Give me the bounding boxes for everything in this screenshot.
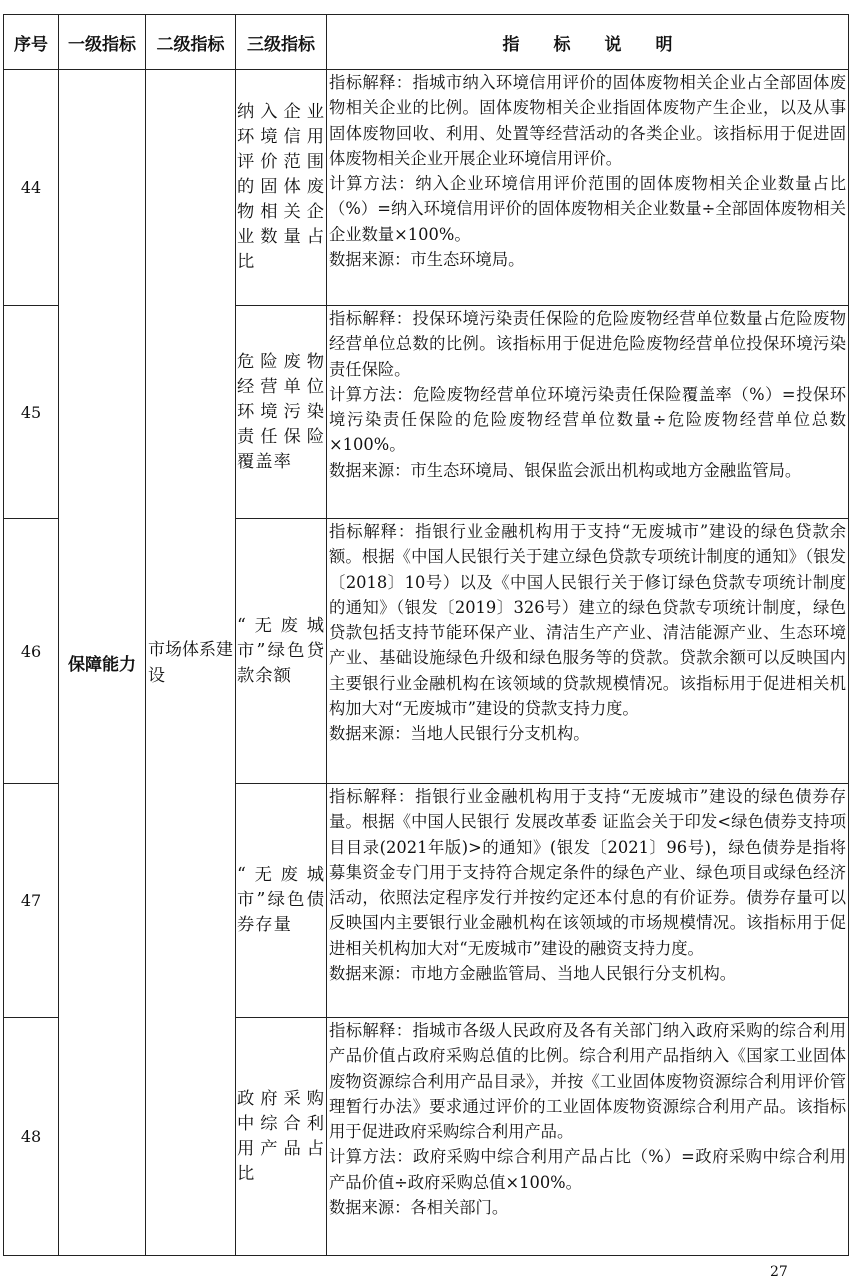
table-row [4, 70, 849, 306]
level3-cell: 纳入企业环境信用评价范围的固体废物相关企业数量占比 [236, 70, 327, 306]
header-row [4, 15, 849, 70]
method-text: 计算方法：危险废物经营单位环境污染责任保险覆盖率（%）=投保环境污染责任保险的危险废物经营单位数量÷危险废物经营单位总数×100%。 [329, 384, 846, 455]
explanation-text: 指标解释：指城市纳入环境信用评价的固体废物相关企业占全部固体废物相关企业的比例。固体废物相关企业指固体废物产生企业，以及从事固体废物回收、利用、处置等经营活动的各类企业。该指标用于促进固体废物相关企业开展企业环境信用评价。 [329, 73, 846, 168]
description-cell [327, 306, 849, 519]
source-text: 数据来源：当地人民银行分支机构。 [329, 724, 590, 744]
source-text: 数据来源：市生态环境局。 [329, 250, 525, 270]
explanation-text: 指标解释：指城市各级人民政府及各有关部门纳入政府采购的综合利用产品价值占政府采购总值的比例。综合利用产品指纳入《国家工业固体废物资源综合利用产品目录》，并按《工业固体废物资源综合利用评价管理暂行办法》要求通过评价的工业固体废物资源综合利用产品。该指标用于促进政府采购综合利用产品。 [329, 1021, 846, 1142]
row-number: 45 [4, 306, 59, 519]
description-cell [327, 519, 849, 784]
level3-cell: 危险废物经营单位环境污染责任保险覆盖率 [236, 306, 327, 519]
header-level3: 三级指标 [236, 15, 327, 70]
level3-cell: “无废城市”绿色债券存量 [236, 784, 327, 1018]
level3-cell: “无废城市”绿色贷款余额 [236, 519, 327, 784]
indicator-table [3, 14, 849, 1256]
method-text: 计算方法：政府采购中综合利用产品占比（%）=政府采购中综合利用产品价值÷政府采购总值×100%。 [329, 1147, 846, 1192]
header-seq: 序号 [4, 15, 59, 70]
row-number: 46 [4, 519, 59, 784]
source-text: 数据来源：各相关部门。 [329, 1198, 509, 1218]
method-text: 计算方法：纳入企业环境信用评价范围的固体废物相关企业数量占比（%）=纳入环境信用评价的固体废物相关企业数量÷全部固体废物相关企业数量×100%。 [329, 174, 846, 244]
row-number: 44 [4, 70, 59, 306]
level3-cell: 政府采购中综合利用产品占比 [236, 1018, 327, 1256]
level1-cell: 保障能力 [59, 70, 146, 1256]
level2-cell: 市场体系建设 [146, 70, 236, 1256]
row-number: 48 [4, 1018, 59, 1256]
header-level2: 二级指标 [146, 15, 236, 70]
source-text: 数据来源：市地方金融监管局、当地人民银行分支机构。 [329, 964, 737, 984]
description-cell [327, 70, 849, 306]
page-number: 27 [770, 1264, 788, 1280]
row-number: 47 [4, 784, 59, 1018]
explanation-text: 指标解释：指银行业金融机构用于支持“无废城市”建设的绿色债券存量。根据《中国人民银行 发展改革委 证监会关于印发<绿色债券支持项目目录(2021年版)>的通知》(银发〔2021〕96号)，绿色债券是指将募集资金专门用于支持符合规定条件的绿色产业、绿色项目或绿色经济活动，依照法定程序发行并按约定还本付息的有价证券。债券存量可以反映国内主要银行业金融机构在该领域的市场规模情况。该指标用于促进相关机构加大对“无废城市”建设的融资支持力度。 [329, 787, 846, 958]
description-cell [327, 1018, 849, 1256]
explanation-text: 指标解释：投保环境污染责任保险的危险废物经营单位数量占危险废物经营单位总数的比例。该指标用于促进危险废物经营单位投保环境污染责任保险。 [329, 309, 846, 379]
description-cell [327, 784, 849, 1018]
header-desc: 指标说明 [327, 15, 849, 70]
source-text: 数据来源：市生态环境局、银保监会派出机构或地方金融监管局。 [329, 460, 802, 480]
header-level1: 一级指标 [59, 15, 146, 70]
explanation-text: 指标解释：指银行业金融机构用于支持“无废城市”建设的绿色贷款余额。根据《中国人民银行关于建立绿色贷款专项统计制度的通知》（银发〔2018〕10号）以及《中国人民银行关于修订绿色贷款专项统计制度的通知》（银发〔2019〕326号）建立的绿色贷款专项统计制度，绿色贷款包括支持节能环保产业、清洁生产产业、清洁能源产业、生态环境产业、基础设施绿色升级和绿色服务等的贷款。贷款余额可以反映国内主要银行业金融机构在该领域的贷款规模情况。该指标用于促进相关机构加大对“无废城市”建设的贷款支持力度。 [329, 522, 846, 719]
